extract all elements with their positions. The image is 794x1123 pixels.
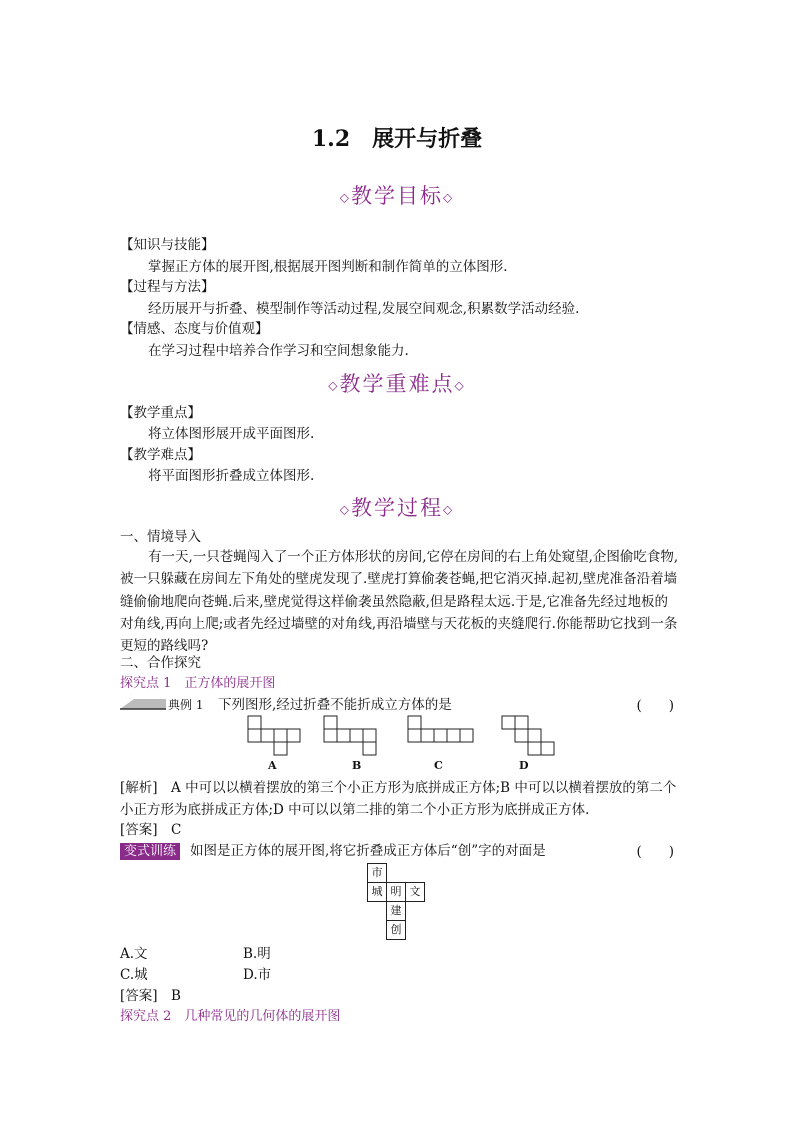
net-cell-bottom1: 建 (386, 901, 406, 921)
cube-nets-figure (240, 712, 560, 774)
intro-paragraph: 有一天,一只苍蝇闯入了一个正方体形状的房间,它停在房间的右上角处窥望,企图偷吃食物,被一只躲藏在房间左下角处的壁虎发现了.壁虎打算偷袭苍蝇,把它消灭掉.起初,壁虎准备沿着墙缝偷偷地爬向苍蝇.后来,壁虎觉得这样偷袭虽然隐蔽,但是路程太远.于是,它准备先经过地板的对角线,再向上爬;或者先经过墙壁的对角线,再沿墙壁与天花板的夹缝爬行.你能帮助它找到一条更短的路线吗? (120, 549, 679, 655)
variant-row (120, 840, 180, 863)
diamond-icon: ◇ (339, 502, 351, 517)
emotion-text: 在学习过程中培养合作学习和空间想象能力. (148, 343, 409, 359)
knowledge-text: 掌握正方体的展开图,根据展开图判断和制作简单的立体图形. (148, 259, 508, 275)
example-question: 下列图形,经过折叠不能折成立方体的是 (218, 697, 452, 713)
difficult-text: 将平面图形折叠成立体图形. (148, 468, 315, 484)
example-label: 典例 1 (168, 698, 204, 712)
analysis-text: [解析] A 中可以以横着摆放的第三个小正方形为底拼成正方体;B 中可以以横着摆放的第二个小正方形为底拼成正方体;D 中可以以第二排的第二个小正方形为底拼成正方体. (120, 780, 677, 819)
section-title: 教学重难点 (339, 372, 455, 396)
option-a: A.文 (120, 946, 148, 962)
diamond-icon: ◇ (443, 502, 455, 517)
process-text: 经历展开与折叠、模型制作等活动过程,发展空间观念,积累数学活动经验. (148, 301, 580, 317)
option-b-label: B (352, 759, 362, 772)
net-cell-top: 市 (367, 863, 387, 883)
page-title: 1.2 展开与折叠 (311, 126, 483, 152)
option-b: B.明 (243, 946, 271, 962)
process-label: 【过程与方法】 (120, 279, 215, 295)
option-d: D.市 (243, 967, 272, 983)
net-cell-left: 城 (367, 882, 387, 902)
intro-heading: 一、情境导入 (120, 529, 201, 545)
net-cell-right: 文 (405, 882, 425, 902)
section-objectives-heading (0, 180, 794, 210)
section-process-heading (0, 492, 794, 522)
option-c-label: C (434, 759, 443, 772)
option-a-label: A (268, 759, 277, 772)
diamond-icon: ◇ (443, 190, 455, 205)
section-title: 教学过程 (351, 496, 443, 520)
answer-paren: ( ) (636, 698, 674, 714)
example-tab-icon (120, 696, 166, 710)
diamond-icon: ◇ (454, 378, 466, 393)
variant-badge: 变式训练 (120, 843, 180, 860)
section-keypoints-heading (0, 368, 794, 398)
option-d-label: D (519, 759, 529, 772)
kp1-heading: 探究点 1 正方体的展开图 (120, 676, 276, 691)
section-title: 教学目标 (351, 184, 443, 208)
knowledge-label: 【知识与技能】 (120, 237, 215, 253)
diamond-icon: ◇ (339, 190, 351, 205)
emotion-label: 【情感、态度与价值观】 (120, 321, 269, 337)
net-cell-middle: 明 (386, 882, 406, 902)
difficult-label: 【教学难点】 (120, 447, 201, 463)
important-text: 将立体图形展开成平面图形. (148, 426, 315, 442)
important-label: 【教学重点】 (120, 405, 201, 421)
kp2-heading: 探究点 2 几种常见的几何体的展开图 (120, 1009, 341, 1024)
answer-1: [答案] C (120, 822, 182, 838)
diamond-icon: ◇ (328, 378, 340, 393)
option-c: C.城 (120, 967, 148, 983)
variant-question: 如图是正方体的展开图,将它折叠成正方体后“创”字的对面是 (190, 843, 546, 859)
net-cell-bottom2: 创 (386, 920, 406, 940)
answer-2: [答案] B (120, 988, 181, 1004)
explore-heading: 二、合作探究 (120, 655, 201, 671)
answer-paren-2: ( ) (636, 844, 674, 860)
